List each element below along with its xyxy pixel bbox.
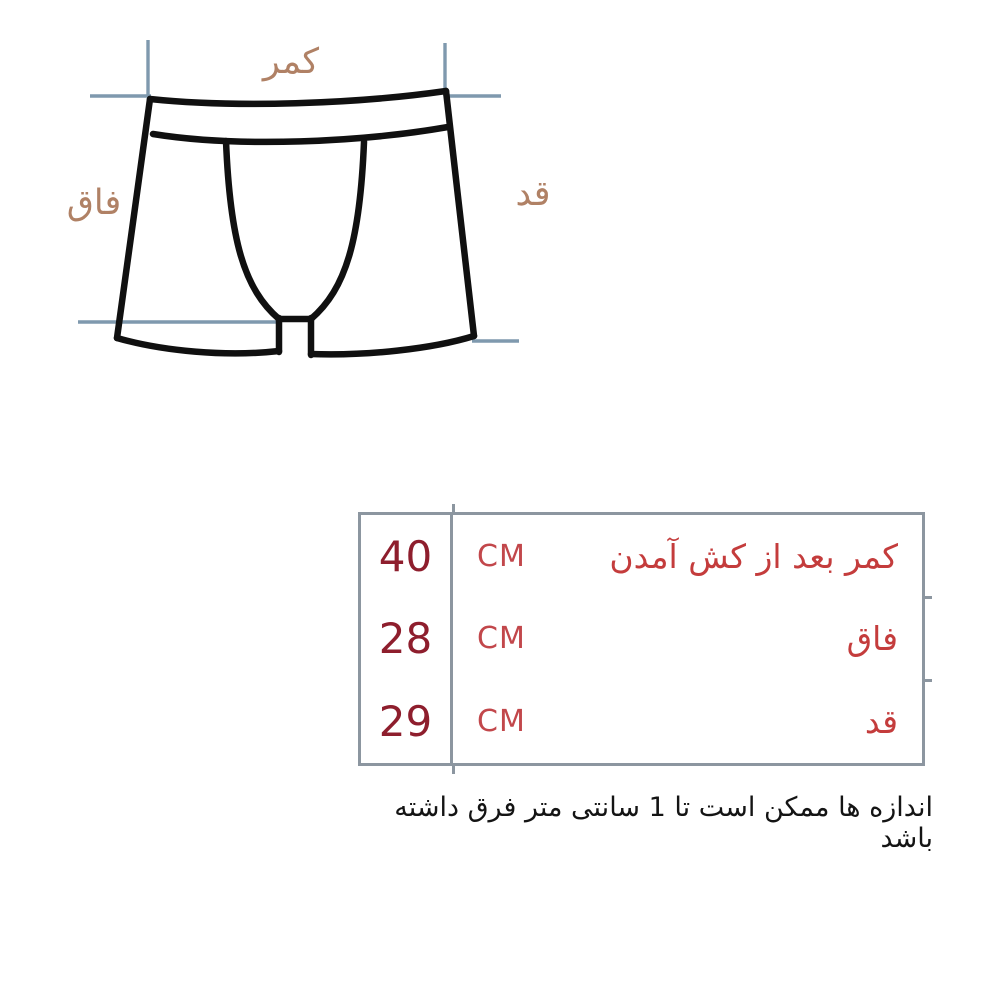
- divider-tail-top: [452, 504, 455, 513]
- front-panel-curve: [226, 141, 364, 319]
- left-leg-hem: [117, 338, 279, 353]
- rise-label: فاق: [66, 183, 122, 223]
- waist-label: کمر: [262, 42, 320, 82]
- row-line-overshoot-1: [922, 596, 932, 599]
- table-cell-unit: CM: [477, 621, 526, 657]
- table-cell-label: کمر بعد از کش آمدن: [609, 536, 898, 576]
- measurements-table: [358, 512, 925, 766]
- table-cell-unit: CM: [477, 538, 526, 574]
- boxer-outline: [117, 91, 474, 355]
- right-leg-hem: [311, 336, 474, 354]
- measurement-tick-lines: [78, 40, 519, 341]
- left-side-seam: [117, 99, 150, 338]
- waistband-bottom: [153, 127, 448, 142]
- divider-tail-bottom: [452, 765, 455, 774]
- table-cell-value: 28: [361, 598, 453, 681]
- table-cell-unit: CM: [477, 704, 526, 740]
- table-row: [453, 598, 922, 681]
- boxer-shorts-diagram: [0, 0, 640, 440]
- tolerance-note: اندازه ها ممکن است تا 1 سانتی متر فرق داشته باشد: [394, 792, 933, 854]
- table-cell-label: فاق: [846, 619, 898, 659]
- table-cell-label: قد: [864, 702, 898, 742]
- length-label: قد: [515, 174, 551, 214]
- waistband-top: [150, 91, 446, 104]
- table-cell-value: 29: [361, 680, 453, 763]
- table-row: [453, 515, 922, 598]
- table-row: [453, 680, 922, 763]
- right-side-seam: [446, 91, 474, 336]
- row-line-overshoot-2: [922, 679, 932, 682]
- table-cell-value: 40: [361, 515, 453, 598]
